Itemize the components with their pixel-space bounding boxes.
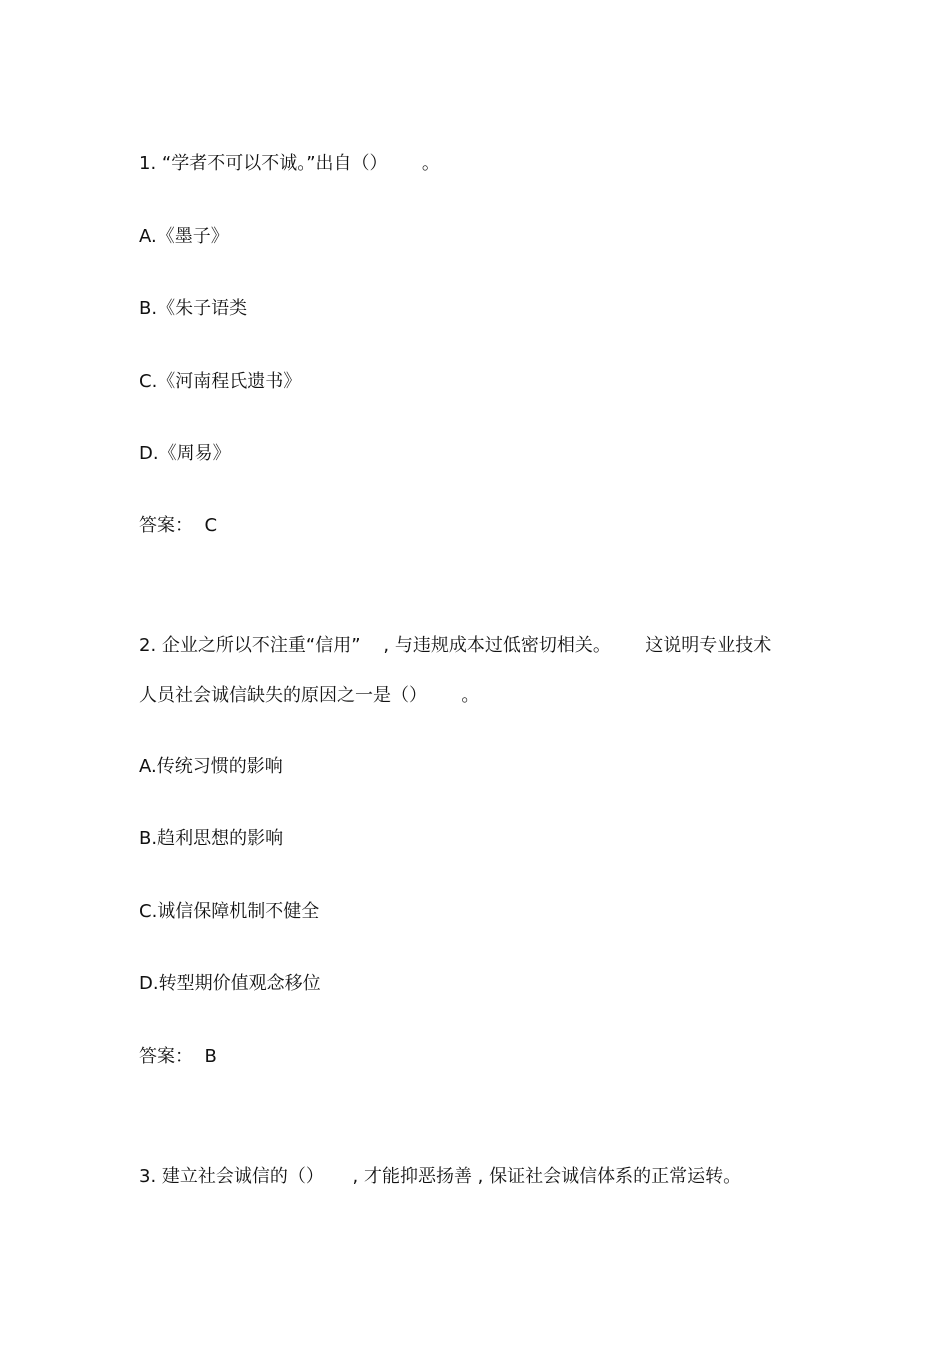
option-b: B.趋利思想的影响 (139, 828, 284, 849)
answer-text: 答案： B (139, 1046, 217, 1067)
question-stem: 3. 建立社会诚信的（） , 才能抑恶扬善 , 保证社会诚信体系的正常运转。 (139, 1166, 742, 1187)
option-a: A.传统习惯的影响 (139, 756, 283, 777)
question-stem-continued: 人员社会诚信缺失的原因之一是（） 。 (139, 685, 480, 706)
option-c: C.《河南程氏遗书》 (139, 371, 302, 392)
option-b: B.《朱子语类 (139, 298, 248, 319)
question-stem: 1. “学者不可以不诚。”出自（） 。 (139, 153, 440, 174)
option-a: A.《墨子》 (139, 226, 229, 247)
answer-text: 答案： C (139, 515, 218, 536)
option-c: C.诚信保障机制不健全 (139, 901, 320, 922)
option-d: D.转型期价值观念移位 (139, 973, 321, 994)
question-stem: 2. 企业之所以不注重“信用” , 与违规成本过低密切相关。 这说明专业技术 (139, 635, 772, 656)
option-d: D.《周易》 (139, 443, 231, 464)
